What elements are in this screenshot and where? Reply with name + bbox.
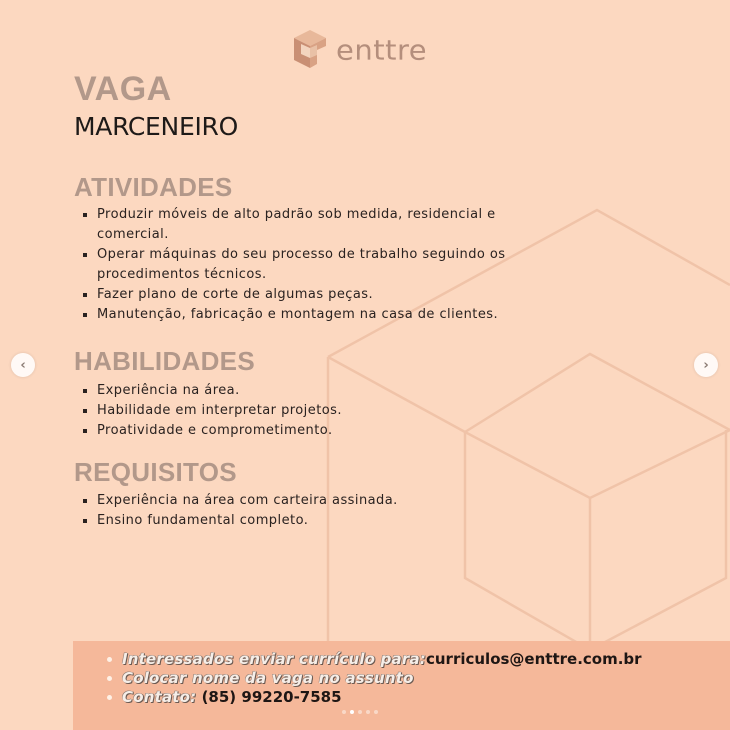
contact-line-email	[104, 650, 642, 669]
contact-email[interactable]: curriculos@enttre.com.br	[425, 650, 642, 668]
section-title-atividades: ATIVIDADES	[74, 172, 233, 202]
list-item: Operar máquinas do seu processo de trabalho seguindo os procedimentos técnicos.	[80, 245, 560, 285]
habilidades-list	[80, 381, 560, 441]
list-item: Produzir móveis de alto padrão sob medida, residencial e comercial.	[80, 205, 560, 245]
contact-info-list	[104, 650, 642, 707]
carousel-prev-button[interactable]	[11, 353, 35, 377]
chevron-right-icon: ›	[703, 357, 709, 373]
carousel-pagination	[342, 710, 378, 714]
contact-line-phone	[104, 688, 642, 707]
list-item: Fazer plano de corte de algumas peças.	[80, 285, 560, 305]
contact-label: Colocar nome da vaga no assunto	[122, 669, 414, 687]
list-item: Habilidade em interpretar projetos.	[80, 401, 560, 421]
atividades-list	[80, 205, 560, 325]
job-role-title: MARCENEIRO	[74, 112, 238, 141]
contact-label: Contato:	[122, 688, 197, 706]
chevron-left-icon: ‹	[20, 357, 26, 373]
carousel-dot-active[interactable]	[350, 710, 354, 714]
contact-line-subject	[104, 669, 642, 688]
list-item: Experiência na área.	[80, 381, 560, 401]
list-item: Proatividade e comprometimento.	[80, 421, 560, 441]
list-item: Experiência na área com carteira assinada.	[80, 491, 560, 511]
section-title-habilidades: HABILIDADES	[74, 346, 255, 376]
carousel-next-button[interactable]	[694, 353, 718, 377]
requisitos-list	[80, 491, 560, 531]
list-item: Ensino fundamental completo.	[80, 511, 560, 531]
enttre-cube-logo-icon	[290, 28, 330, 72]
section-title-requisitos: REQUISITOS	[74, 457, 237, 487]
carousel-dot[interactable]	[358, 710, 362, 714]
carousel-dot[interactable]	[374, 710, 378, 714]
carousel-dot[interactable]	[366, 710, 370, 714]
contact-phone[interactable]: (85) 99220-7585	[196, 688, 342, 706]
list-item: Manutenção, fabricação e montagem na casa de clientes.	[80, 305, 560, 325]
page-title: VAGA	[74, 70, 172, 108]
contact-label: Interessados enviar currículo para:	[122, 650, 426, 668]
brand-logo	[290, 28, 427, 72]
brand-name: enttre	[336, 33, 428, 66]
carousel-dot[interactable]	[342, 710, 346, 714]
